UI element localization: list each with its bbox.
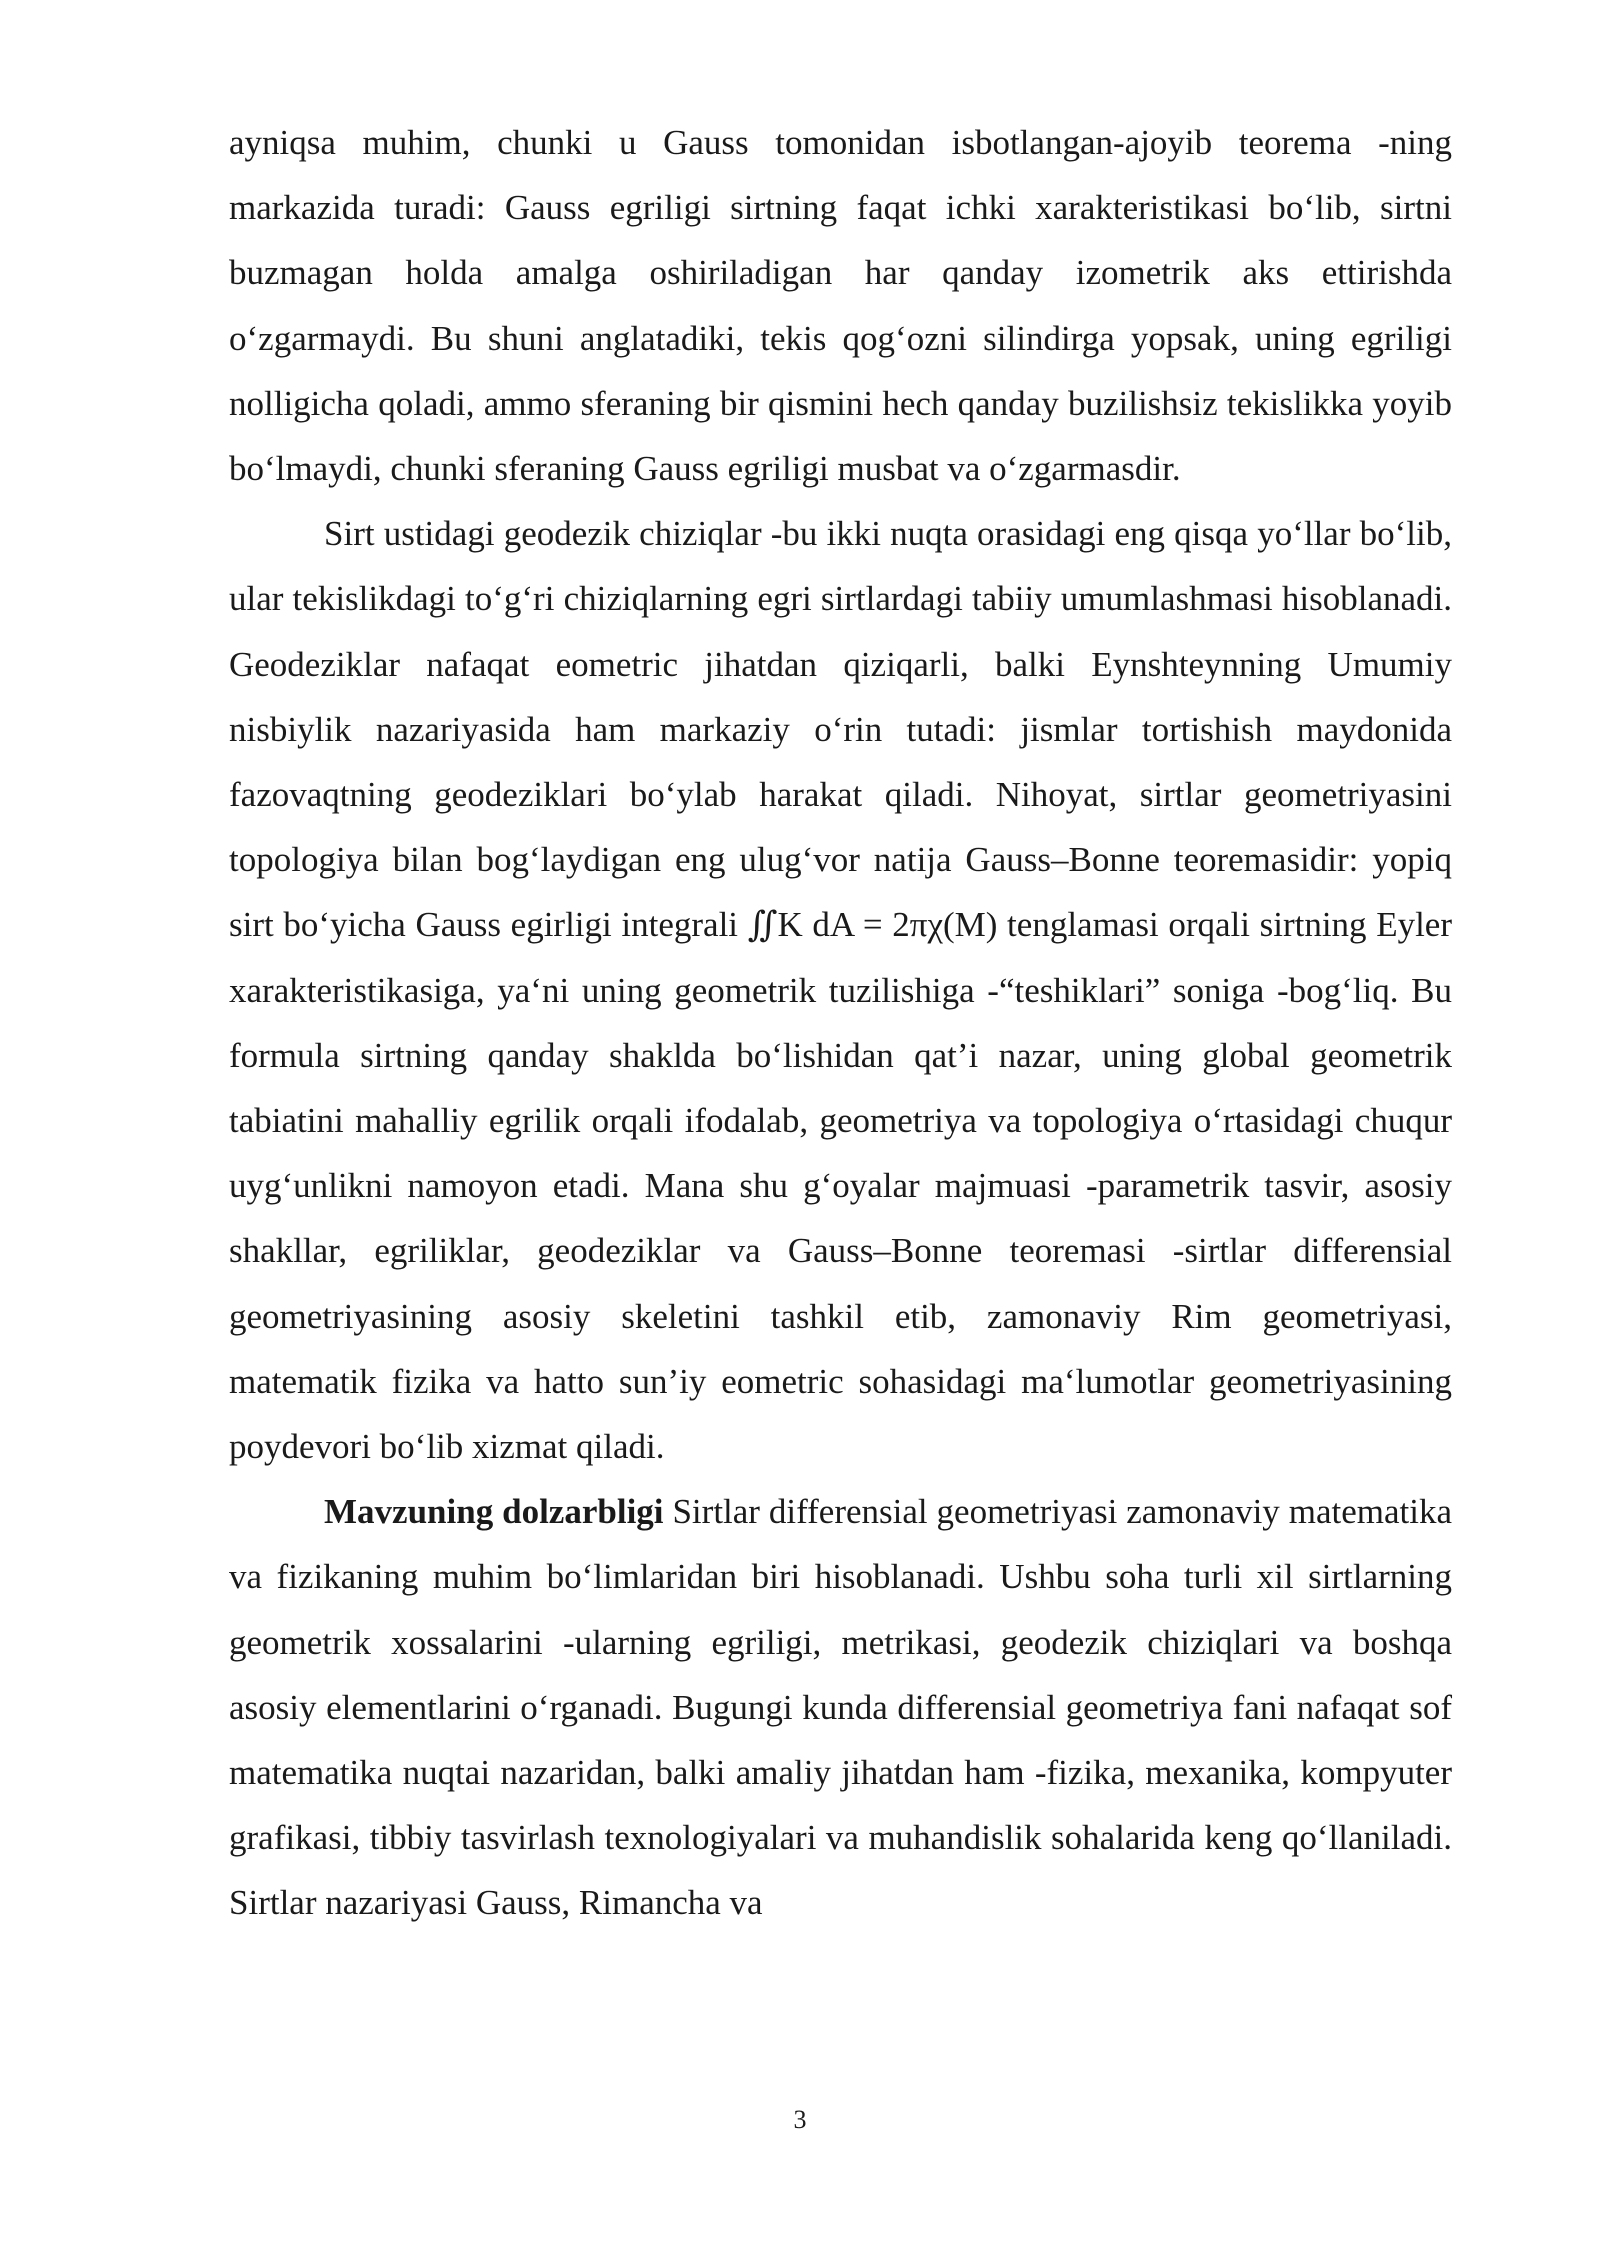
paragraph-continuation: ayniqsa muhim, chunki u Gauss tomonidan isbotlangan-ajoyib teorema -ning markazida turadi: Gauss egriligi sirtning faqat ichki xarakteristikasi bo‘lib, sirtni buzmagan holda amalga oshiriladigan har qanday izometrik aks ettirishda o‘zgarmaydi. Bu shuni anglatadiki, tekis qog‘ozni silindirga yopsak, uning egriligi nolligicha qoladi, ammo sferaning bir qismini hech qanday buzilishsiz tekislikka yoyib bo‘lmaydi, chunki sferaning Gauss egriligi musbat va o‘zgarmasdir.	[229, 123, 1452, 489]
document-page	[229, 110, 1452, 1936]
paragraph-relevance	[229, 1479, 1452, 1935]
page-number: 3	[793, 2105, 807, 2134]
paragraph-relevance-text: Sirtlar differensial geometriyasi zamonaviy matematika va fizikaning muhim bo‘limlaridan biri hisoblanadi. Ushbu soha turli xil sirtlarning geometrik xossalarini -ularning egriligi, metrikasi, geodezik chiziqlari va boshqa asosiy elementlarini o‘rganadi. Bugungi kunda differensial geometriya fani nafaqat sof matematika nuqtai nazaridan, balki amaliy jihatdan ham -fizika, mexanika, kompyuter grafikasi, tibbiy tasvirlash texnologiyalari va muhandislik sohalarida keng qo‘llaniladi. Sirtlar nazariyasi Gauss, Rimancha va	[229, 1492, 1452, 1923]
paragraph-geodesics: Sirt ustidagi geodezik chiziqlar -bu ikki nuqta orasidagi eng qisqa yo‘llar bo‘lib, ular tekislikdagi to‘g‘ri chiziqlarning egri sirtlardagi tabiiy umumlashmasi hisoblanadi. Geodeziklar nafaqat eometric jihatdan qiziqarli, balki Eynshteynning Umumiy nisbiylik nazariyasida ham markaziy o‘rin tutadi: jismlar tortishish maydonida fazovaqtning geodeziklari bo‘ylab harakat qiladi. Nihoyat, sirtlar geometriyasini topologiya bilan bog‘laydigan eng ulug‘vor natija Gauss–Bonne teoremasidir: yopiq sirt bo‘yicha Gauss egirligi integrali ∬K dA = 2πχ(M) tenglamasi orqali sirtning Eyler xarakteristikasiga, ya‘ni uning geometrik tuzilishiga -“teshiklari” soniga -bog‘liq. Bu formula sirtning qanday shaklda bo‘lishidan qat’i nazar, uning global geometrik tabiatini mahalliy egrilik orqali ifodalab, geometriya va topologiya o‘rtasidagi chuqur uyg‘unlikni namoyon etadi. Mana shu g‘oyalar majmuasi -parametrik tasvir, asosiy shakllar, egriliklar, geodeziklar va Gauss–Bonne teoremasi -sirtlar differensial geometriyasining asosiy skeletini tashkil etib, zamonaviy Rim geometriyasi, matematik fizika va hatto sun’iy eometric sohasidagi ma‘lumotlar geometriyasining poydevori bo‘lib xizmat qiladi.	[229, 514, 1452, 1467]
section-heading-relevance: Mavzuning dolzarbligi	[324, 1492, 664, 1532]
